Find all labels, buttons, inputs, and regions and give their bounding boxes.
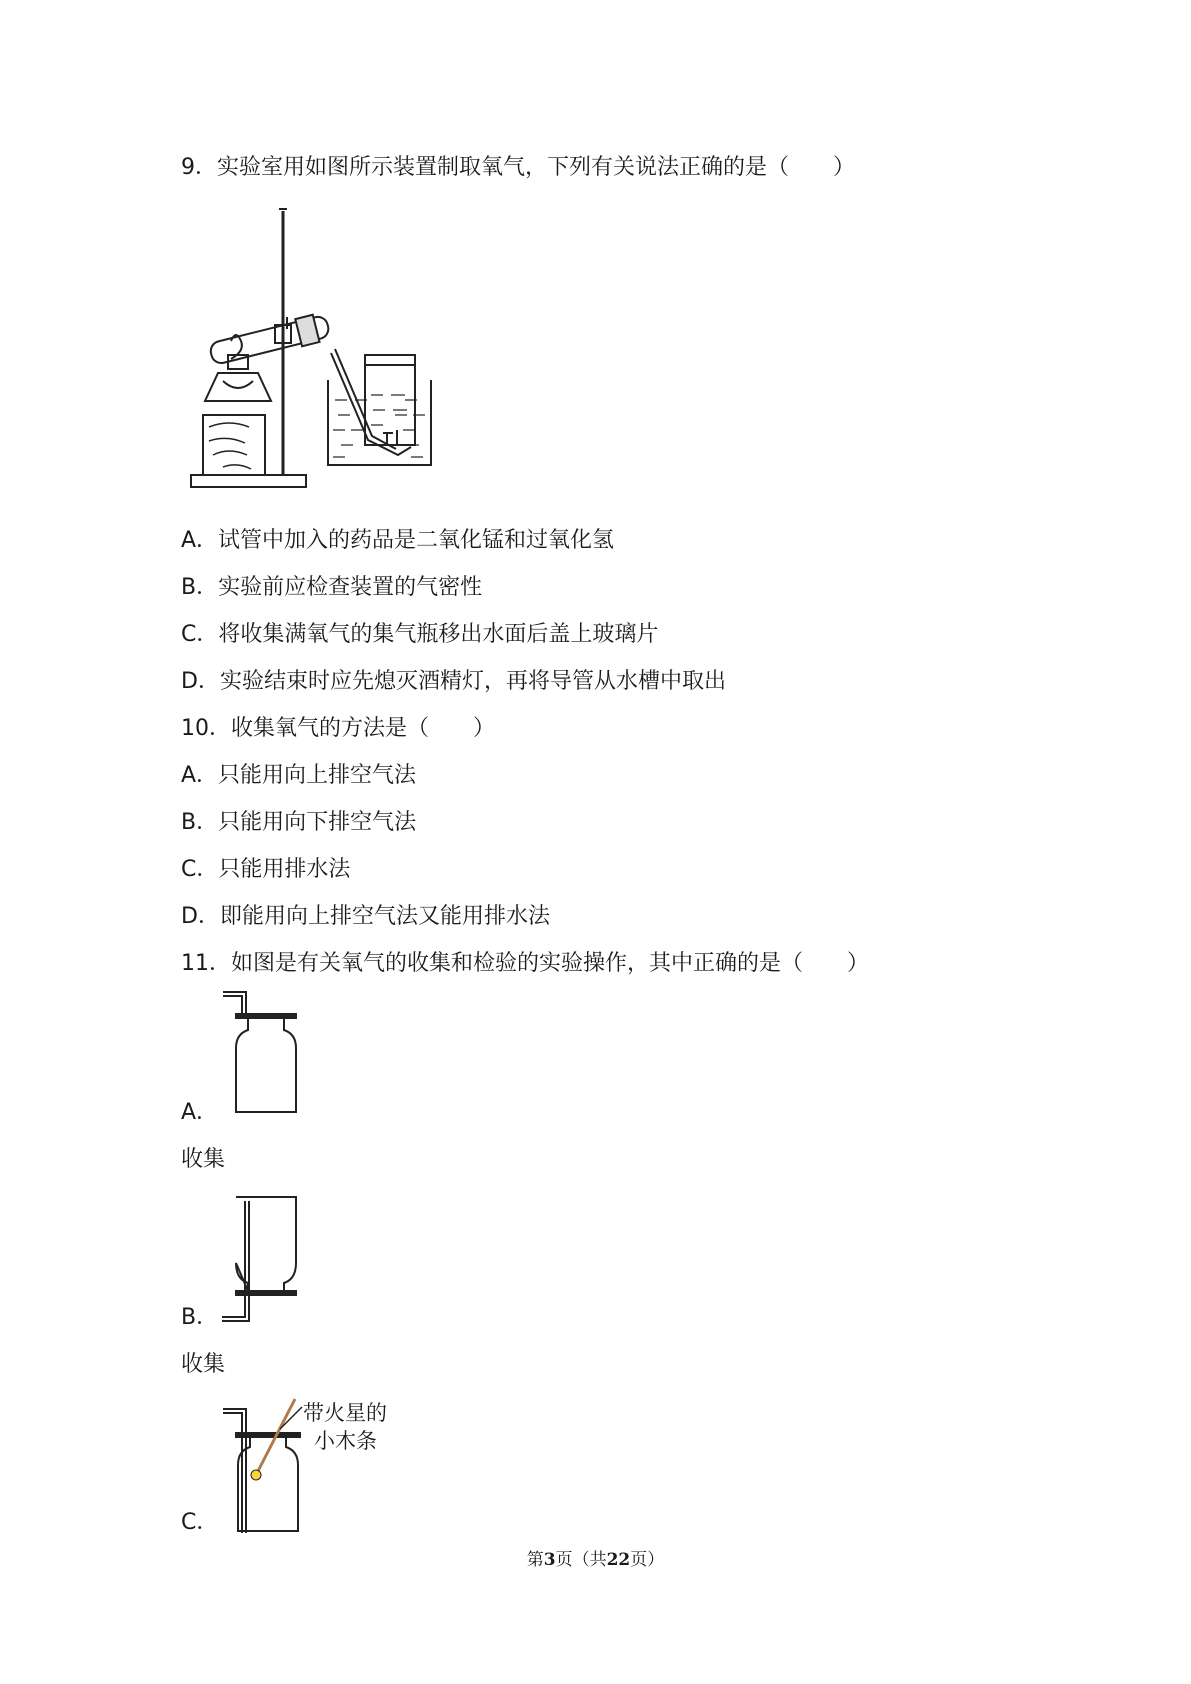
q10-option-b: B．只能用向下排空气法 xyxy=(181,810,417,835)
q10-stem: 10．收集氧气的方法是（ ） xyxy=(181,716,495,741)
q11-option-b-label: B． xyxy=(181,1305,219,1330)
q11-option-c-label: C． xyxy=(181,1510,219,1535)
q9-option-c: C．将收集满氧气的集气瓶移出水面后盖上玻璃片 xyxy=(181,622,659,647)
q11-option-b-caption: 收集 xyxy=(181,1352,226,1377)
footer-pre: 第 xyxy=(526,1550,544,1570)
footer-mid: 页（共 xyxy=(555,1550,607,1570)
q11-figure-b xyxy=(218,1193,303,1323)
q11-c-fig-text-line1: 带火星的 xyxy=(303,1401,387,1425)
q9-option-b: B．实验前应检查装置的气密性 xyxy=(181,575,483,600)
q10-option-a: A．只能用向上排空气法 xyxy=(181,763,417,788)
page-footer xyxy=(0,1548,1191,1572)
q10-option-d: D．即能用向上排空气法又能用排水法 xyxy=(181,904,550,929)
footer-post: 页） xyxy=(630,1550,665,1570)
q11-figure-a xyxy=(218,988,303,1118)
q11-c-fig-text-line2: 小木条 xyxy=(314,1429,377,1453)
q11-option-a-caption: 收集 xyxy=(181,1147,226,1172)
q9-stem: 9．实验室用如图所示装置制取氧气，下列有关说法正确的是（ ） xyxy=(181,155,855,180)
footer-total-pages: 22 xyxy=(606,1550,631,1570)
q11-stem: 11．如图是有关氧气的收集和检验的实验操作，其中正确的是（ ） xyxy=(181,951,869,976)
q9-option-d: D．实验结束时应先熄灭酒精灯，再将导管从水槽中取出 xyxy=(181,669,726,694)
q10-option-c: C．只能用排水法 xyxy=(181,857,351,882)
q11-option-a-label: A． xyxy=(181,1100,219,1125)
footer-page-number: 3 xyxy=(543,1550,556,1570)
q9-apparatus-figure xyxy=(183,205,493,490)
q9-option-a: A．试管中加入的药品是二氧化锰和过氧化氢 xyxy=(181,528,615,553)
